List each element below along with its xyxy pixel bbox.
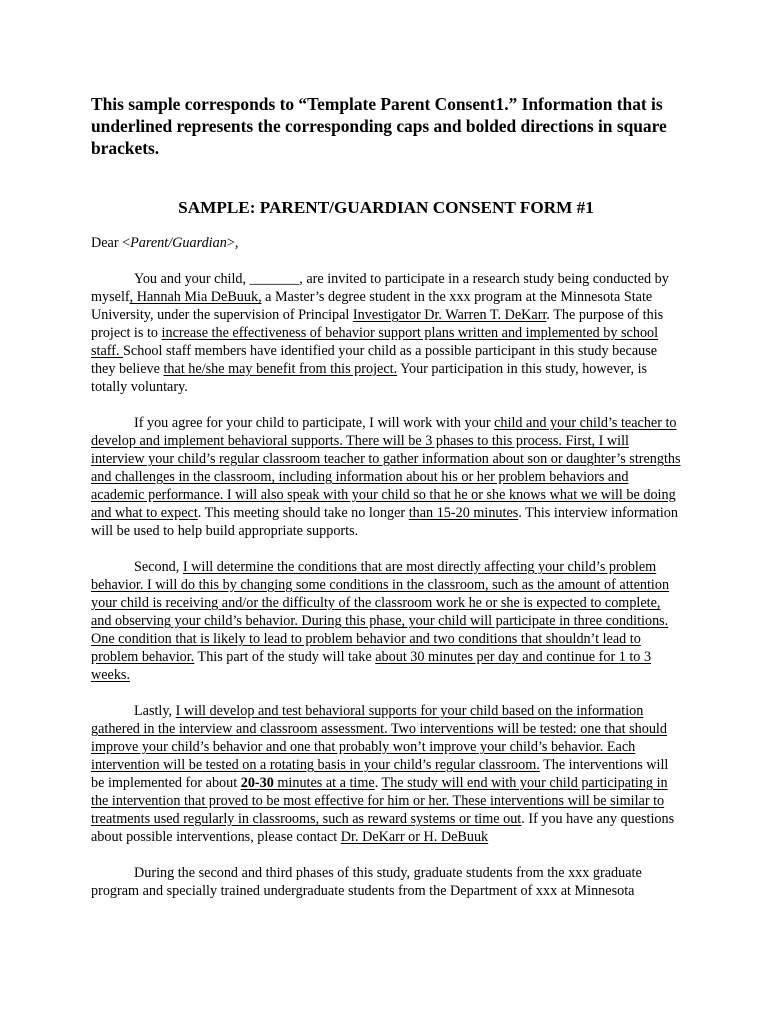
text-run: . (374, 775, 382, 791)
text-run: The interventions will be implemented for about (91, 757, 669, 791)
salutation-suffix: >, (226, 235, 239, 251)
text-run: Lastly, (134, 703, 176, 719)
intro-note: This sample corresponds to “Template Parent Consent1.” Information that is underlined represents the corresponding caps and bolded directions in square brackets. (91, 94, 667, 158)
text-run: Your participation in this study, however, is totally voluntary. (91, 361, 648, 395)
text-run: . This meeting should take no longer (197, 505, 409, 521)
text-run: a Master’s degree student in the xxx program at the Minnesota State University, under the supervision of Principal (91, 289, 653, 323)
salutation-name: Parent/Guardian (130, 235, 227, 251)
salutation (91, 234, 681, 252)
underlined-run: Investigator Dr. Warren T. DeKarr (352, 307, 547, 323)
salutation-prefix: Dear < (91, 235, 131, 251)
text-run: . If you have any questions about possible interventions, please contact (91, 811, 675, 845)
underlined-run: , Hannah Mia DeBuuk, (129, 289, 262, 305)
underlined-run: I will determine the conditions that are most directly affecting your child’s problem behavior. I will do this by changing some conditions in the classroom, such as the amount of attention your child is receiving and/or the difficulty of the classroom work he or she is expected to complete, and observing your child’s behavior. During this phase, your child will participate in three conditions. One condition that is likely to lead to problem behavior and two conditions that shouldn’t lead to problem behavior. (91, 559, 670, 665)
underlined-run: that he/she may benefit from this project. (163, 361, 398, 377)
underlined-run: child and your child’s teacher to develop and implement behavioral supports. There will be 3 phases to this process. First, I will interview your child’s regular classroom teacher to gather information about son or daughter’s strengths and challenges in the classroom, including information about his or her problem behaviors and academic performance. I will also speak with your child so that he or she knows what we will be doing and what to expect (91, 415, 681, 521)
text-run: Second, (134, 559, 183, 575)
document-page (91, 93, 681, 900)
text-run: This part of the study will take (194, 649, 376, 665)
underlined-run: minutes at a time (273, 775, 375, 791)
underlined-run: than 15-20 minutes (408, 505, 519, 521)
text-run: . The purpose of this project is to (91, 307, 664, 341)
paragraph-students: During the second and third phases of this study, graduate students from the xxx graduate program and specially trained undergraduate students from the Department of xxx at Minnesota (91, 865, 642, 899)
text-run: You and your child, _______, are invited to participate in a research study being conducted by myself (91, 271, 669, 305)
paragraph-phase-three (91, 702, 681, 846)
text-run: . This interview information will be used to help build appropriate supports. (91, 505, 678, 539)
underlined-run: increase the effectiveness of behavior support plans written and implemented by school staff. (91, 325, 659, 359)
underlined-run: The study will end with your child participating in the intervention that proved to be most effective for him or her. These interventions will be similar to treatments used regularly in classrooms, such as reward systems or time out (91, 775, 668, 827)
underlined-run: about 30 minutes per day and continue for 1 to 3 weeks. (91, 649, 652, 683)
bold-underlined-run: 20-30 (240, 775, 274, 791)
paragraph-invitation (91, 270, 681, 396)
text-run: School staff members have identified your child as a possible participant in this study because they believe (91, 343, 658, 377)
underlined-run: I will develop and test behavioral supports for your child based on the information gathered in the interview and classroom assessment. Two interventions will be tested: one that should improve your child’s behavior and one that probably won’t improve your child’s behavior. Each intervention will be tested on a rotating basis in your child’s regular classroom. (91, 703, 667, 773)
underlined-run: Dr. DeKarr or H. DeBuuk (340, 829, 489, 845)
paragraph-phase-one (91, 414, 681, 540)
text-run: If you agree for your child to participate, I will work with your (134, 415, 495, 431)
paragraph-phase-two (91, 558, 681, 684)
form-title: SAMPLE: PARENT/GUARDIAN CONSENT FORM #1 (178, 198, 594, 217)
